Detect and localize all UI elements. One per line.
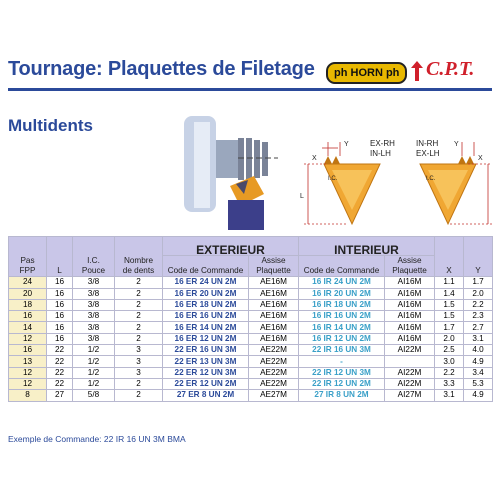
col-header-assise-int: Assise Plaquette — [385, 256, 435, 277]
cell-x: 1.1 — [435, 277, 464, 288]
cell-dents: 2 — [115, 390, 163, 401]
title-bar — [8, 58, 492, 88]
insert-geometry-diagram — [298, 136, 494, 236]
cell-pas: 16 — [9, 345, 47, 356]
cell-dents: 2 — [115, 322, 163, 333]
cpt-logo-icon — [410, 60, 424, 82]
cell-assise-ext: AE16M — [249, 299, 299, 310]
cell-assise-int: AI27M — [385, 390, 435, 401]
cell-code-int: 16 IR 12 UN 2M — [299, 333, 385, 344]
cell-x: 1.5 — [435, 299, 464, 310]
y-dimension-left: Y — [344, 141, 349, 148]
cell-y: 4.9 — [464, 356, 493, 367]
cell-x: 1.4 — [435, 288, 464, 299]
table-row — [9, 367, 493, 378]
cell-code-ext: 22 ER 12 UN 2M — [163, 378, 249, 389]
cell-ic: 3/8 — [73, 299, 115, 310]
cell-y: 4.0 — [464, 345, 493, 356]
cell-y: 2.3 — [464, 311, 493, 322]
cell-pas: 12 — [9, 333, 47, 344]
cell-ic: 3/8 — [73, 288, 115, 299]
group-header-row — [9, 237, 493, 256]
section-title: Multidents — [8, 116, 93, 135]
cell-l: 16 — [47, 288, 73, 299]
table-row — [9, 311, 493, 322]
table-row — [9, 390, 493, 401]
cell-l: 22 — [47, 378, 73, 389]
cell-assise-ext: AE22M — [249, 378, 299, 389]
cell-assise-ext: AE22M — [249, 356, 299, 367]
cell-ic: 3/8 — [73, 311, 115, 322]
cell-dents: 2 — [115, 311, 163, 322]
cell-dents: 2 — [115, 378, 163, 389]
ex-lh-label: EX-LH — [416, 149, 440, 158]
cell-pas: 24 — [9, 277, 47, 288]
cell-y: 2.0 — [464, 288, 493, 299]
cell-assise-int: AI22M — [385, 378, 435, 389]
table-row — [9, 356, 493, 367]
cell-code-int: 16 IR 20 UN 2M — [299, 288, 385, 299]
cell-assise-int: AI16M — [385, 299, 435, 310]
cell-assise-ext: AE16M — [249, 333, 299, 344]
in-lh-label: IN-LH — [370, 149, 391, 158]
cell-x: 3.1 — [435, 390, 464, 401]
horn-brand-badge: ph HORN ph — [326, 62, 407, 84]
threading-tool-illustration — [178, 108, 278, 234]
table-row — [9, 345, 493, 356]
cell-pas: 14 — [9, 322, 47, 333]
cell-assise-ext: AE16M — [249, 277, 299, 288]
title-rule — [8, 88, 492, 91]
cell-code-int: 16 IR 18 UN 2M — [299, 299, 385, 310]
cell-assise-int — [385, 356, 435, 367]
cell-assise-int: AI16M — [385, 288, 435, 299]
cell-code-ext: 16 ER 20 UN 2M — [163, 288, 249, 299]
table-row — [9, 378, 493, 389]
cell-assise-ext: AE16M — [249, 322, 299, 333]
col-header-assise-ext: Assise Plaquette — [249, 256, 299, 277]
in-rh-label: IN-RH — [416, 139, 439, 148]
cell-x: 3.0 — [435, 356, 464, 367]
cell-code-int: 16 IR 16 UN 2M — [299, 311, 385, 322]
cell-ic: 5/8 — [73, 390, 115, 401]
table-row — [9, 333, 493, 344]
cell-assise-int: AI22M — [385, 345, 435, 356]
cell-code-ext: 16 ER 16 UN 2M — [163, 311, 249, 322]
cell-assise-int: AI16M — [385, 333, 435, 344]
table-row — [9, 322, 493, 333]
cell-code-int: 16 IR 24 UN 2M — [299, 277, 385, 288]
cell-code-int: 22 IR 12 UN 3M — [299, 367, 385, 378]
cell-x: 2.5 — [435, 345, 464, 356]
cell-x: 1.5 — [435, 311, 464, 322]
cell-l: 16 — [47, 299, 73, 310]
cell-l: 22 — [47, 345, 73, 356]
x-dimension-right: X — [478, 155, 483, 162]
ic-label-right: I.C. — [426, 176, 436, 182]
cell-assise-int: AI16M — [385, 322, 435, 333]
cell-y: 2.7 — [464, 322, 493, 333]
cell-code-ext: 22 ER 13 UN 3M — [163, 356, 249, 367]
cell-x: 2.0 — [435, 333, 464, 344]
cell-y: 2.2 — [464, 299, 493, 310]
cell-pas: 20 — [9, 288, 47, 299]
cell-l: 16 — [47, 333, 73, 344]
cell-x: 3.3 — [435, 378, 464, 389]
cell-l: 27 — [47, 390, 73, 401]
col-header-y: Y — [464, 237, 493, 277]
cell-ic: 1/2 — [73, 378, 115, 389]
cell-pas: 18 — [9, 299, 47, 310]
cell-code-int: 16 IR 14 UN 2M — [299, 322, 385, 333]
cell-code-int: 22 IR 16 UN 3M — [299, 345, 385, 356]
cell-code-int: - — [299, 356, 385, 367]
cell-y: 3.1 — [464, 333, 493, 344]
cell-code-ext: 22 ER 16 UN 3M — [163, 345, 249, 356]
table-body — [9, 277, 493, 401]
cell-pas: 12 — [9, 378, 47, 389]
cell-assise-ext: AE16M — [249, 288, 299, 299]
cell-code-ext: 16 ER 24 UN 2M — [163, 277, 249, 288]
cell-y: 4.9 — [464, 390, 493, 401]
cell-dents: 2 — [115, 333, 163, 344]
cell-dents: 3 — [115, 356, 163, 367]
table-row — [9, 277, 493, 288]
cell-assise-ext: AE22M — [249, 345, 299, 356]
cell-dents: 2 — [115, 277, 163, 288]
cell-pas: 13 — [9, 356, 47, 367]
col-header-pas: Pas FPP — [9, 237, 47, 277]
col-header-code-int: Code de Commande — [299, 256, 385, 277]
col-header-ic: I.C. Pouce — [73, 237, 115, 277]
cell-y: 1.7 — [464, 277, 493, 288]
order-example: Exemple de Commande: 22 IR 16 UN 3M BMA — [8, 434, 186, 444]
cell-dents: 3 — [115, 367, 163, 378]
cell-pas: 8 — [9, 390, 47, 401]
col-header-dents: Nombre de dents — [115, 237, 163, 277]
col-header-x: X — [435, 237, 464, 277]
ic-label-left: I.C. — [328, 176, 338, 182]
cell-ic: 1/2 — [73, 345, 115, 356]
y-dimension-right: Y — [454, 141, 459, 148]
page-title: Tournage: Plaquettes de Filetage — [8, 58, 315, 80]
group-header-exterieur: EXTERIEUR — [163, 237, 299, 256]
cell-l: 16 — [47, 322, 73, 333]
cell-assise-ext: AE22M — [249, 367, 299, 378]
cell-assise-ext: AE27M — [249, 390, 299, 401]
cell-dents: 2 — [115, 299, 163, 310]
cell-l: 22 — [47, 356, 73, 367]
thread-insert-table — [8, 236, 493, 402]
cell-x: 1.7 — [435, 322, 464, 333]
l-dimension: L — [300, 193, 304, 200]
cell-dents: 3 — [115, 345, 163, 356]
col-header-code-ext: Code de Commande — [163, 256, 249, 277]
cpt-logo-text: C.P.T. — [426, 58, 475, 80]
cell-pas: 12 — [9, 367, 47, 378]
cell-ic: 3/8 — [73, 277, 115, 288]
cell-assise-ext: AE16M — [249, 311, 299, 322]
cell-y: 5.3 — [464, 378, 493, 389]
cell-code-ext: 16 ER 18 UN 2M — [163, 299, 249, 310]
cell-ic: 3/8 — [73, 333, 115, 344]
cell-ic: 3/8 — [73, 322, 115, 333]
cell-code-ext: 22 ER 12 UN 3M — [163, 367, 249, 378]
cell-y: 3.4 — [464, 367, 493, 378]
table-row — [9, 299, 493, 310]
cell-ic: 1/2 — [73, 356, 115, 367]
cell-code-ext: 16 ER 12 UN 2M — [163, 333, 249, 344]
cell-code-int: 22 IR 12 UN 2M — [299, 378, 385, 389]
cell-x: 2.2 — [435, 367, 464, 378]
cell-code-int: 27 IR 8 UN 2M — [299, 390, 385, 401]
cell-dents: 2 — [115, 288, 163, 299]
cell-assise-int: AI22M — [385, 367, 435, 378]
cell-code-ext: 16 ER 14 UN 2M — [163, 322, 249, 333]
cell-ic: 1/2 — [73, 367, 115, 378]
table-row — [9, 288, 493, 299]
cell-l: 16 — [47, 277, 73, 288]
x-dimension-left: X — [312, 155, 317, 162]
col-header-l: L — [47, 237, 73, 277]
cell-l: 22 — [47, 367, 73, 378]
cell-l: 16 — [47, 311, 73, 322]
cell-pas: 16 — [9, 311, 47, 322]
cell-assise-int: AI16M — [385, 277, 435, 288]
cell-assise-int: AI16M — [385, 311, 435, 322]
ex-rh-label: EX-RH — [370, 139, 395, 148]
cell-code-ext: 27 ER 8 UN 2M — [163, 390, 249, 401]
group-header-interieur: INTERIEUR — [299, 237, 435, 256]
